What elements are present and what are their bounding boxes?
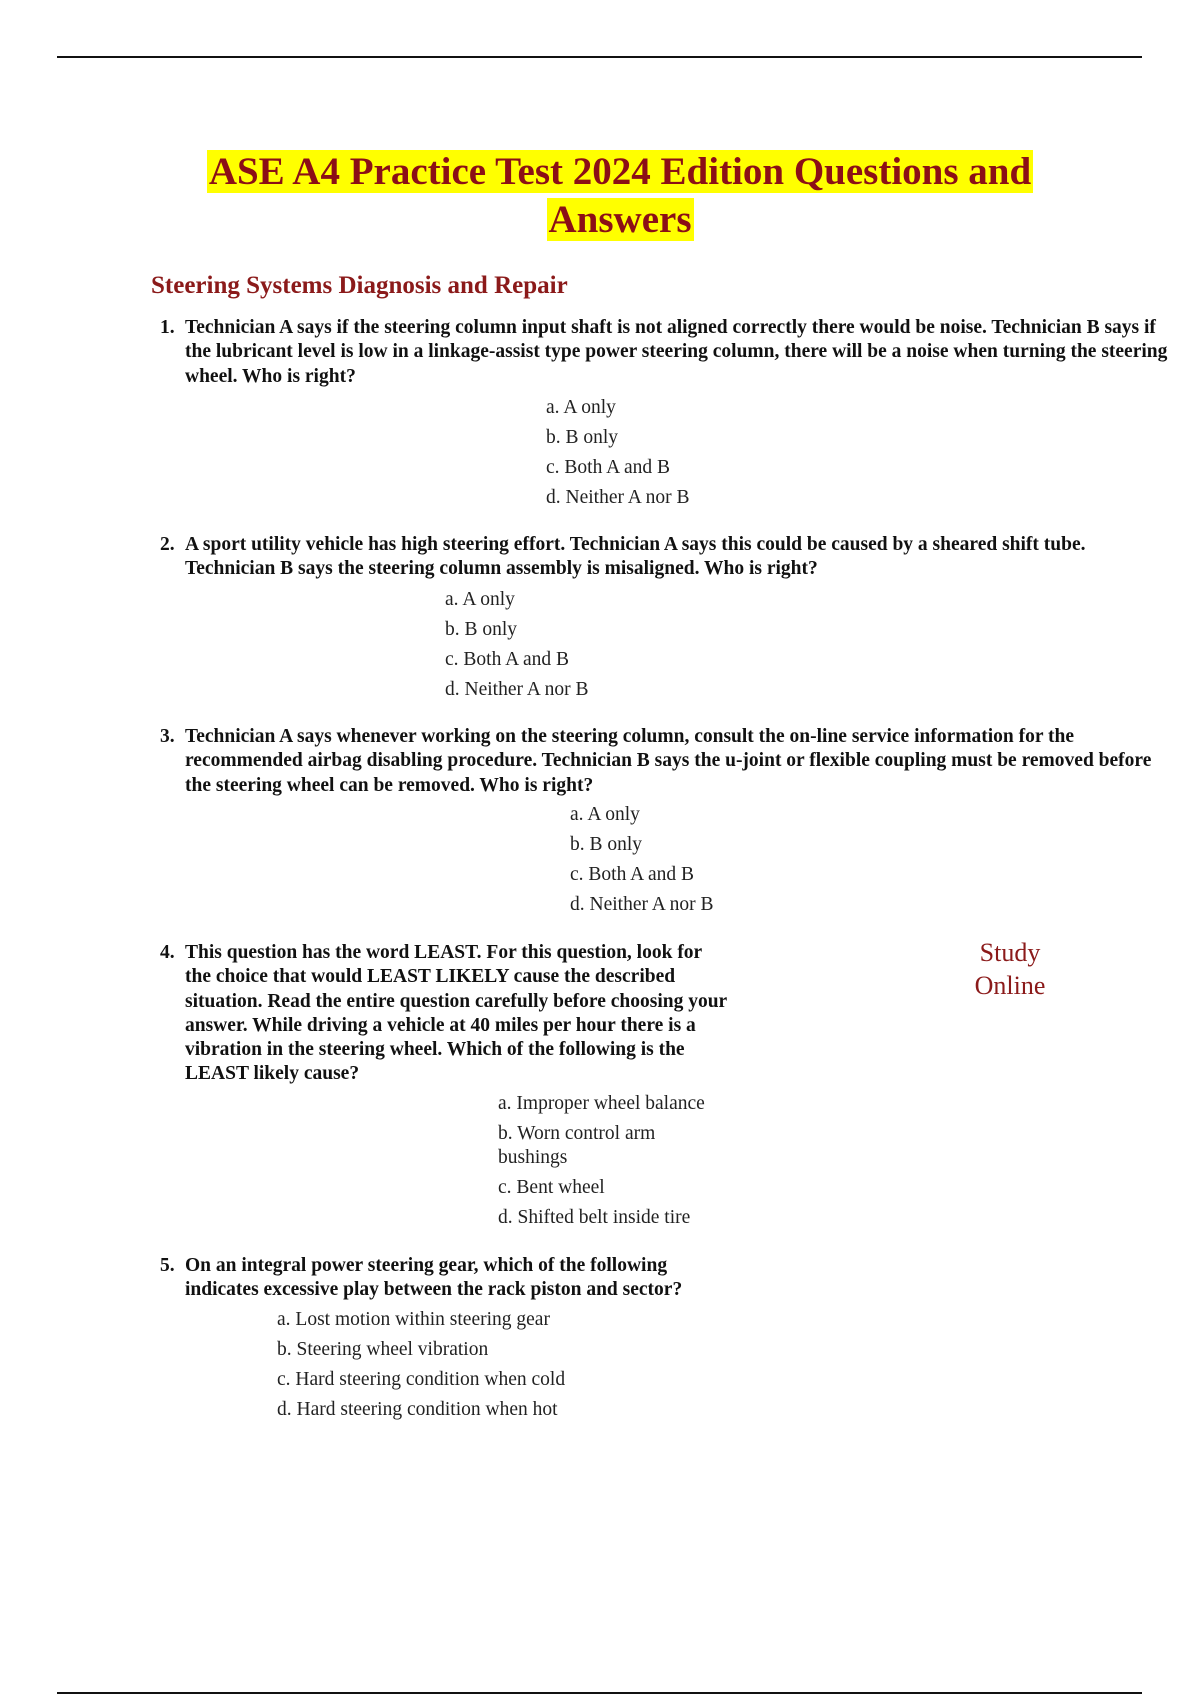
option-d[interactable]: d. Hard steering condition when hot [277,1399,558,1420]
question-text: Technician A says if the steering column input shaft is not aligned correctly there would be noise. Technician B says if the lubricant level is low in a linkage-assist type power steering column, there will be a noise when turning the steering wheel. Who is right? [185,317,1168,387]
document-title [100,148,1140,244]
option-b[interactable]: b. Steering wheel vibration [277,1339,489,1360]
option-d[interactable]: d. Shifted belt inside tire [498,1207,691,1228]
option-c[interactable]: c. Hard steering condition when cold [277,1369,566,1390]
study-online-note [960,936,1060,1002]
answer-options-2 [445,585,589,705]
option-a[interactable]: a. Lost motion within steering gear [277,1309,550,1330]
question-5 [160,1254,740,1303]
question-text: A sport utility vehicle has high steering effort. Technician A says this could be caused by a sheared shift tube. Technician B says the steering column assembly is misaligned. Who is right? [185,534,1086,580]
option-d[interactable]: d. Neither A nor B [445,679,589,700]
answer-options-5 [277,1305,565,1425]
option-d[interactable]: d. Neither A nor B [546,487,690,508]
question-text: This question has the word LEAST. For this question, look for the choice that would LEAST LIKELY cause the described situation. Read the entire question carefully before choosing your answer. While driving a vehicle at 40 miles per hour there is a vibration in the steering wheel. Which of the following is the LEAST likely cause? [185,942,727,1085]
section-heading: Steering Systems Diagnosis and Repair [151,272,568,299]
option-b[interactable]: b. B only [546,427,619,448]
question-number: 3. [160,726,175,747]
title-line-2: Answers [548,198,692,241]
option-a[interactable]: a. A only [570,804,640,825]
question-number: 2. [160,534,175,555]
answer-options-1 [546,393,690,513]
question-number: 4. [160,942,175,963]
option-a[interactable]: a. A only [445,589,515,610]
option-a[interactable]: a. A only [546,397,616,418]
option-c[interactable]: c. Both A and B [546,457,671,478]
question-number: 1. [160,317,175,338]
option-b[interactable]: b. B only [445,619,518,640]
question-text: On an integral power steering gear, which of the following indicates excessive play between the rack piston and sector? [185,1255,683,1301]
question-number: 5. [160,1255,175,1276]
question-3 [160,725,1180,798]
option-c[interactable]: c. Both A and B [570,864,695,885]
option-d[interactable]: d. Neither A nor B [570,894,714,915]
answer-options-4 [498,1089,728,1233]
top-rule [57,56,1142,58]
question-text: Technician A says whenever working on the steering column, consult the on-line service information for the recommended airbag disabling procedure. Technician B says the u-joint or flexible coupling must be removed before the steering wheel can be removed. Who is right? [185,726,1152,796]
option-b[interactable]: b. B only [570,834,643,855]
study-line: Study [979,938,1041,967]
question-2 [160,533,1170,582]
option-c[interactable]: c. Bent wheel [498,1177,605,1198]
online-line: Online [974,971,1046,1000]
option-c[interactable]: c. Both A and B [445,649,570,670]
answer-options-3 [570,800,714,920]
bottom-rule [57,1692,1142,1694]
question-4 [160,941,730,1087]
option-b[interactable]: b. Worn control arm bushings [498,1123,656,1168]
title-line-1: ASE A4 Practice Test 2024 Edition Questions and [208,150,1032,193]
question-1 [160,316,1185,389]
option-a[interactable]: a. Improper wheel balance [498,1093,705,1114]
